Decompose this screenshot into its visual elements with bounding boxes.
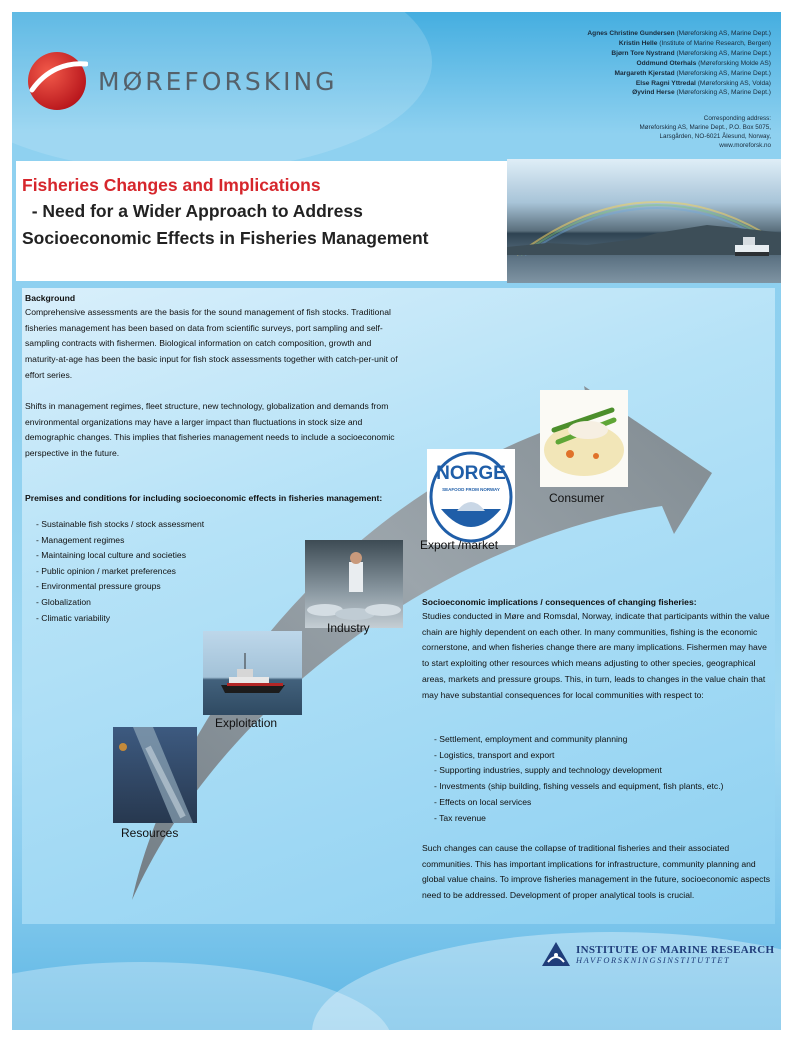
poster-title: Fisheries Changes and Implications — [22, 175, 321, 195]
norge-logo-subtext: SEAFOOD FROM NORWAY — [442, 487, 500, 492]
fishing-vessel-photo — [203, 631, 302, 715]
background-paragraph: Shifts in management regimes, fleet structure, new technology, globalization and demands from environmental organizations may have a larger impact than fluctuations in stock size and demographic changes. This implies that fisheries management needs to include a socioeconomic perspective in the future. — [25, 401, 395, 459]
list-item: - Logistics, transport and export — [434, 748, 723, 764]
list-item: - Settlement, employment and community planning — [434, 732, 723, 748]
imr-name-norwegian: HAVFORSKNINGSINSTITUTTET — [576, 955, 731, 965]
list-item: - Tax revenue — [434, 811, 723, 827]
logo-name: MØREFORSKING — [98, 66, 338, 96]
author-line: Kristin Helle (Institute of Marine Research, Bergen) — [618, 39, 771, 47]
background-paragraph: Comprehensive assessments are the basis for the sound management of fish stocks. Traditional fisheries management has been based on data from scientific surveys, port sampling and self-sampling contracts with fishermen. Biological information on catch composition, growth and maturity-at-age has been the basic input for fish stock assessments together with catch-per-unit of effort series. — [25, 307, 398, 380]
list-item: - Investments (ship building, fishing vessels and equipment, fish plants, etc.) — [434, 779, 723, 795]
imr-emblem-icon — [540, 940, 572, 968]
list-item: - Maintaining local culture and societies — [36, 548, 204, 564]
author-line: Bjørn Tore Nystrand (Møreforsking AS, Marine Dept.) — [611, 49, 771, 57]
resources-photo — [113, 727, 197, 823]
main-content — [22, 288, 775, 924]
industry-label: Industry — [327, 621, 370, 635]
author-line: Øyvind Herse (Møreforsking AS, Marine Dept.) — [632, 89, 771, 97]
poster-subtitle-line2: Socioeconomic Effects in Fisheries Management — [22, 228, 429, 248]
norge-logo-text: NORGE — [436, 463, 506, 484]
premises-heading: Premises and conditions for including socioeconomic effects in fisheries management: — [25, 493, 383, 503]
list-item: - Sustainable fish stocks / stock assessment — [36, 517, 204, 533]
list-item: - Effects on local services — [434, 795, 723, 811]
moreforsking-logo — [26, 50, 338, 112]
resources-label: Resources — [121, 826, 179, 840]
fish-industry-photo — [305, 540, 403, 628]
website-link[interactable]: www.moreforsk.no — [719, 142, 771, 149]
list-item: - Supporting industries, supply and technology development — [434, 763, 723, 779]
imr-logo — [540, 940, 774, 968]
moreforsking-logo-icon — [26, 50, 88, 112]
background-heading: Background — [25, 293, 76, 303]
correspondence-address: Corresponding address: Møreforsking AS, Marine Dept., P.O. Box 5075, Larsgården, NO-6021 Ålesund, Norway, www.moreforsk.no — [571, 114, 771, 150]
author-list — [471, 29, 771, 98]
list-item: - Climatic variability — [36, 611, 204, 627]
list-item: - Public opinion / market preferences — [36, 564, 204, 580]
conclusion-paragraph: Such changes can cause the collapse of traditional fisheries and their associated communities. This has important implications for infrastructure, community planning and global value chains. To improve fisheries management in the future, socioeconomic aspects need to be addressed. Development of proper analytical tools is crucial. — [422, 843, 771, 901]
list-item: - Management regimes — [36, 533, 204, 549]
export-market-label: Export /market — [420, 538, 499, 552]
poster — [12, 12, 781, 1030]
author-line: Oddmund Oterhals (Møreforsking Molde AS) — [636, 59, 771, 67]
list-item: - Environmental pressure groups — [36, 579, 204, 595]
rainbow-harbour-photo — [507, 159, 781, 283]
socioeconomic-heading: Socioeconomic implications / consequences of changing fisheries: — [422, 597, 697, 607]
imr-name: INSTITUTE OF MARINE RESEARCH — [576, 943, 775, 956]
title-box — [16, 161, 508, 281]
premises-list — [36, 517, 204, 626]
consequences-list — [434, 732, 723, 826]
author-line: Margareth Kjerstad (Møreforsking AS, Marine Dept.) — [614, 69, 771, 77]
consumer-label: Consumer — [549, 491, 605, 505]
author-line: Agnes Christine Gundersen (Møreforsking AS, Marine Dept.) — [587, 30, 771, 37]
list-item: - Globalization — [36, 595, 204, 611]
norge-seafood-logo — [427, 449, 515, 545]
socioeconomic-paragraph: Studies conducted in Møre and Romsdal, Norway, indicate that participants within the value chain are highly dependent on each other. In many communities, fishing is the economic cornerstone, and when fisheries change there are many implications. Fishermen may have to start exploiting other resources which means adjusting to other species, geographical areas, markets and pressure groups. This, in turn, leads to changes in the value chain that may have substantial consequences for local communities with respect to: — [422, 611, 770, 700]
exploitation-label: Exploitation — [215, 716, 278, 730]
seafood-dish-photo — [540, 390, 628, 487]
decorative-wave — [12, 962, 392, 1030]
author-line: Else Ragni Yttredal (Møreforsking AS, Volda) — [635, 79, 771, 87]
poster-subtitle-line1: - Need for a Wider Approach to Address — [22, 201, 363, 221]
